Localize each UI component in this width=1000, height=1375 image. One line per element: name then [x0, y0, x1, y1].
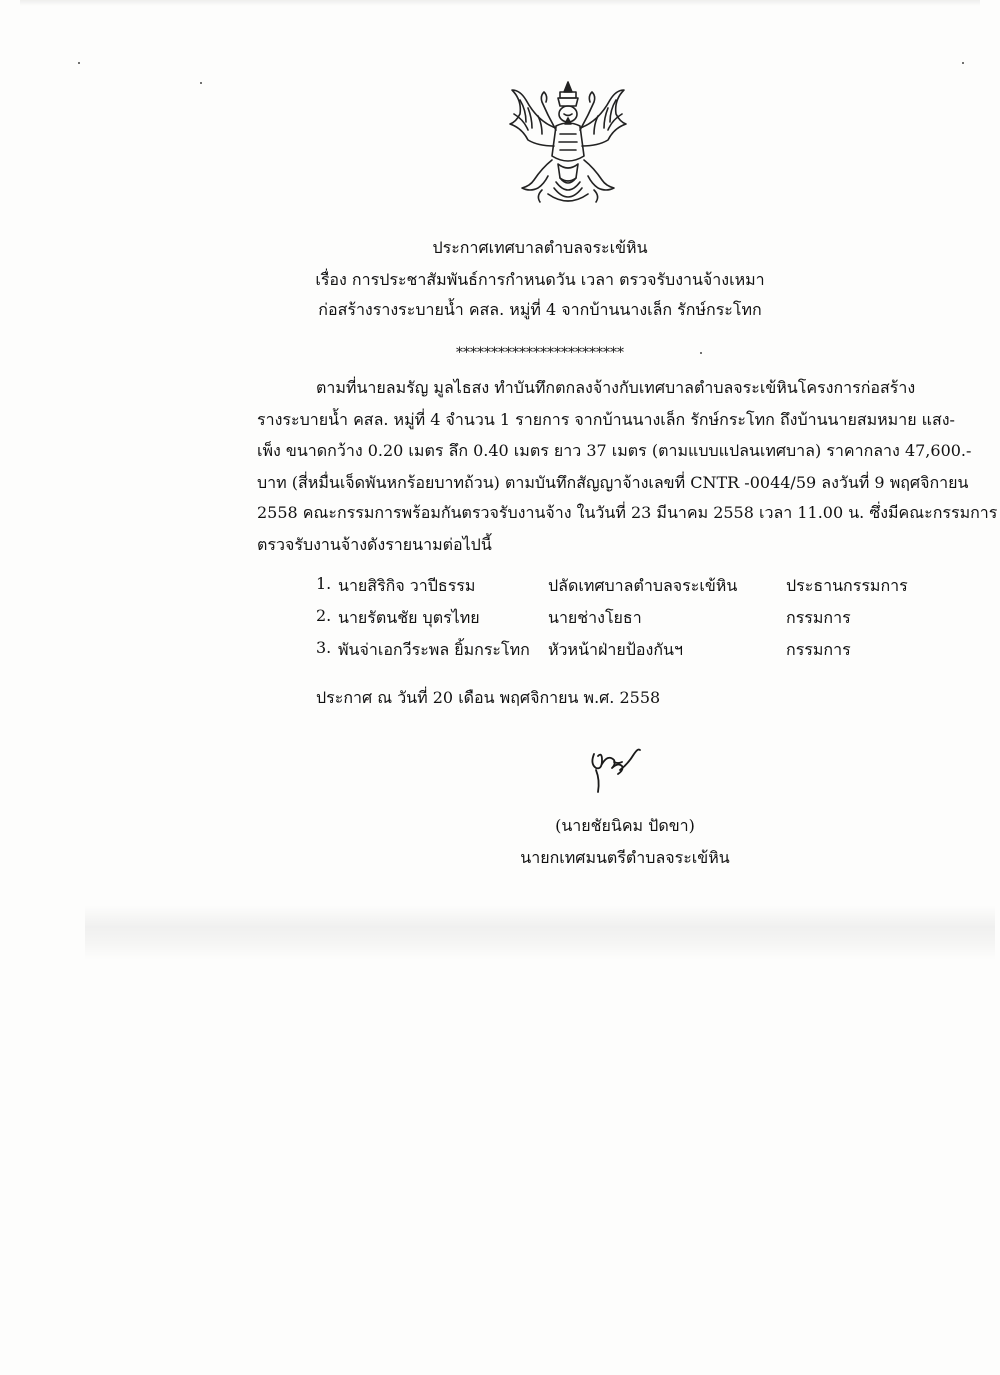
announcement-org: ประกาศเทศบาลตำบลจระเข้หิน	[432, 238, 648, 257]
committee-num: 2.	[316, 606, 332, 625]
committee-row	[316, 638, 956, 662]
body-line-2: รางระบายน้ำ คสล. หมู่ที่ 4 จำนวน 1 รายการ จากบ้านนางเล็ก รักษ์กระโทก ถึงบ้านนายสมหมาย แสง-	[257, 410, 955, 429]
body-line-6: ตรวจรับงานจ้างดังรายนามต่อไปนี้	[257, 535, 492, 554]
committee-position: นายช่างโยธา	[548, 608, 642, 627]
committee-name: นายรัตนชัย บุตรไทย	[338, 608, 480, 627]
committee-role: กรรมการ	[786, 608, 851, 627]
committee-num: 3.	[316, 638, 332, 657]
announcement-subject-line2: ก่อสร้างรางระบายน้ำ คสล. หมู่ที่ 4 จากบ้านนางเล็ก รักษ์กระโทก	[318, 300, 762, 319]
committee-num: 1.	[316, 574, 332, 593]
scan-artifact-band	[85, 905, 995, 960]
body-line-5: 2558 คณะกรรมการพร้อมกันตรวจรับงานจ้าง ในวันที่ 23 มีนาคม 2558 เวลา 11.00 น. ซึ่งมีคณะกรรมการ	[257, 503, 998, 522]
committee-row	[316, 606, 956, 630]
scan-speck	[700, 352, 702, 354]
committee-name: พันจ่าเอกวีระพล ยิ้มกระโทก	[338, 640, 530, 659]
body-line-4: บาท (สี่หมื่นเจ็ดพันหกร้อยบาทถ้วน) ตามบันทึกสัญญาจ้างเลขที่ CNTR -0044/59 ลงวันที่ 9 พฤศจิกายน	[257, 473, 969, 492]
garuda-emblem-icon	[498, 78, 638, 208]
body-line-3: เพ็ง ขนาดกว้าง 0.20 เมตร ลึก 0.40 เมตร ยาว 37 เมตร (ตามแบบแปลนเทศบาล) ราคากลาง 47,600.-	[257, 441, 972, 460]
committee-position: ปลัดเทศบาลตำบลจระเข้หิน	[548, 576, 738, 595]
separator-stars: ************************	[456, 345, 624, 361]
scan-speck	[962, 62, 964, 64]
scan-edge-shadow	[20, 0, 980, 6]
announcement-date: ประกาศ ณ วันที่ 20 เดือน พฤศจิกายน พ.ศ. 2558	[316, 688, 661, 707]
committee-list	[316, 570, 956, 680]
announcement-subject: เรื่อง การประชาสัมพันธ์การกำหนดวัน เวลา ตรวจรับงานจ้างเหมา	[315, 270, 765, 289]
committee-name: นายสิริกิจ วาปีธรรม	[338, 576, 476, 595]
committee-position: หัวหน้าฝ่ายป้องกันฯ	[548, 640, 683, 659]
handwritten-signature-icon	[578, 740, 658, 800]
signer-name: (นายชัยนิคม ปัดขา)	[555, 816, 695, 835]
committee-row	[316, 574, 956, 598]
committee-role: ประธานกรรมการ	[786, 576, 908, 595]
body-line-1: ตามที่นายลมรัญ มูลไธสง ทำบันทึกตกลงจ้างกับเทศบาลตำบลจระเข้หินโครงการก่อสร้าง	[316, 378, 916, 397]
scan-speck	[78, 62, 80, 64]
scan-speck	[200, 82, 202, 84]
signer-title: นายกเทศมนตรีตำบลจระเข้หิน	[520, 848, 730, 867]
committee-role: กรรมการ	[786, 640, 851, 659]
